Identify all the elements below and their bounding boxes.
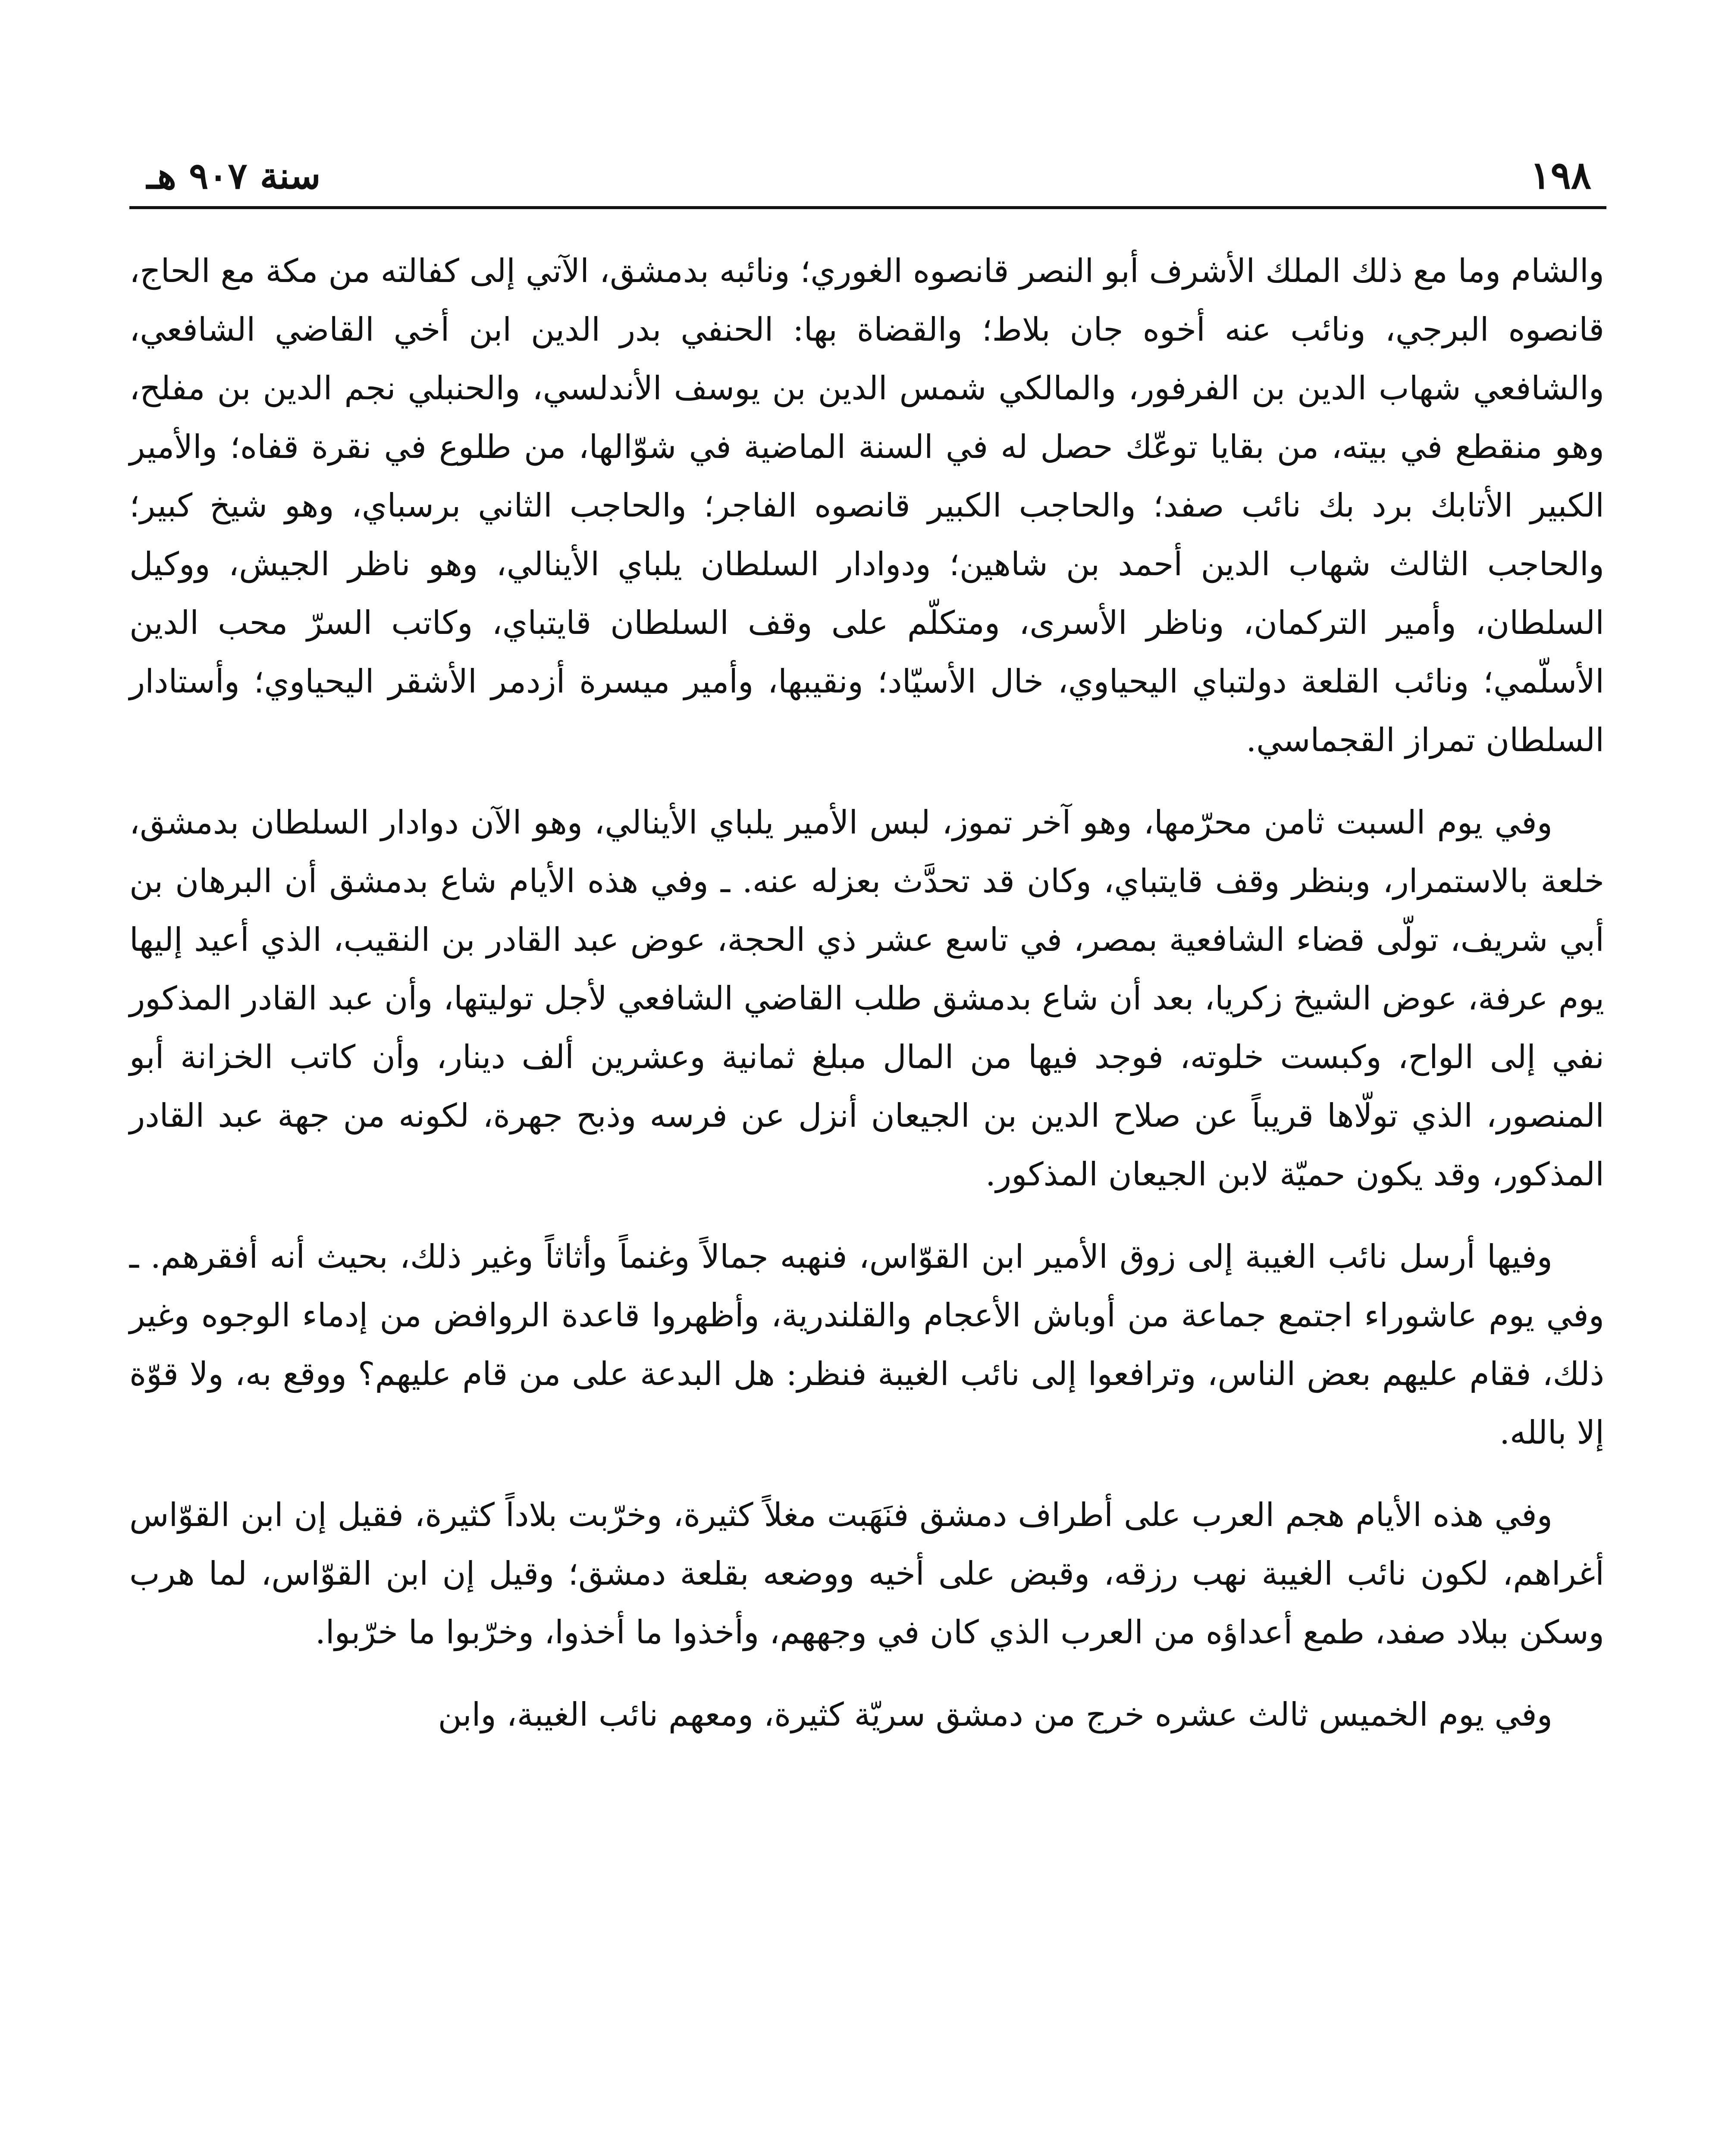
paragraph: والشام وما مع ذلك الملك الأشرف أبو النصر قانصوه الغوري؛ ونائبه بدمشق، الآتي إلى كفالته من مكة مع الحاج، قانصوه البرجي، ونائب عنه أخوه جان بلاط؛ والقضاة بها: الحنفي بدر الدين ابن أخي القاضي الشافعي، والشافعي شهاب الدين بن الفرفور، والمالكي شمس الدين بن يوسف الأندلسي، والحنبلي نجم الدين بن مفلح، وهو منقطع في بيته، من بقايا توعّك حصل له في السنة الماضية في شوّالها، من طلوع في نقرة قفاه؛ والأمير الكبير الأتابك برد بك نائب صفد؛ والحاجب الكبير قانصوه الفاجر؛ والحاجب الثاني برسباي، وهو شيخ كبير؛ والحاجب الثالث شهاب الدين أحمد بن شاهين؛ ودوادار السلطان يلباي الأينالي، وهو ناظر الجيش، ووكيل السلطان، وأمير التركمان، وناظر الأسرى، ومتكلّم على وقف السلطان قايتباي، وكاتب السرّ محب الدين الأسلّمي؛ ونائب القلعة دولتباي اليحياوي، خال الأسيّاد؛ ونقيبها، وأمير ميسرة أزدمر الأشقر اليحياوي؛ وأستادار السلطان تمراز القجماسي.	[129, 252, 1604, 759]
paragraph: وفي يوم الخميس ثالث عشره خرج من دمشق سريّة كثيرة، ومعهم نائب الغيبة، وابن	[438, 1695, 1552, 1733]
page-header	[147, 142, 1591, 197]
running-title: سنة ٩٠٧ هـ	[147, 154, 321, 197]
page-number: ١٩٨	[1530, 153, 1591, 197]
header-rule	[129, 206, 1606, 209]
body-text	[129, 241, 1604, 2156]
paragraph: وفي هذه الأيام هجم العرب على أطراف دمشق فنَهَبت مغلاً كثيرة، وخرّبت بلاداً كثيرة، فقيل إن ابن القوّاس أغراهم، لكون نائب الغيبة نهب رزقه، وقبض على أخيه ووضعه بقلعة دمشق؛ وقيل إن ابن القوّاس، لما هرب وسكن ببلاد صفد، طمع أعداؤه من العرب الذي كان في وجههم، وأخذوا ما أخذوا، وخرّبوا ما خرّبوا.	[129, 1496, 1604, 1651]
paragraph: وفي يوم السبت ثامن محرّمها، وهو آخر تموز، لبس الأمير يلباي الأينالي، وهو الآن دوادار السلطان بدمشق، خلعة بالاستمرار، وبنظر وقف قايتباي، وكان قد تحدَّث بعزله عنه. ـ وفي هذه الأيام شاع بدمشق أن البرهان بن أبي شريف، تولّى قضاء الشافعية بمصر، في تاسع عشر ذي الحجة، عوض عبد القادر بن النقيب، الذي أعيد إليها يوم عرفة، عوض الشيخ زكريا، بعد أن شاع بدمشق طلب القاضي الشافعي لأجل توليتها، وأن عبد القادر المذكور نفي إلى الواح، وكبست خلوته، فوجد فيها من المال مبلغ ثمانية وعشرين ألف دينار، وأن كاتب الخزانة أبو المنصور، الذي تولّاها قريباً عن صلاح الدين بن الجيعان أنزل عن فرسه وذبح جهرة، لكونه من جهة عبد القادر المذكور، وقد يكون حميّة لابن الجيعان المذكور.	[129, 803, 1604, 1193]
paragraph: وفيها أرسل نائب الغيبة إلى زوق الأمير ابن القوّاس، فنهبه جمالاً وغنماً وأثاثاً وغير ذلك، بحيث أنه أفقرهم. ـ وفي يوم عاشوراء اجتمع جماعة من أوباش الأعجام والقلندرية، وأظهروا قاعدة الروافض من إدماء الوجوه وغير ذلك، فقام عليهم بعض الناس، وترافعوا إلى نائب الغيبة فنظر: هل البدعة على من قام عليهم؟ ووقع به، ولا قوّة إلا بالله.	[129, 1238, 1604, 1451]
